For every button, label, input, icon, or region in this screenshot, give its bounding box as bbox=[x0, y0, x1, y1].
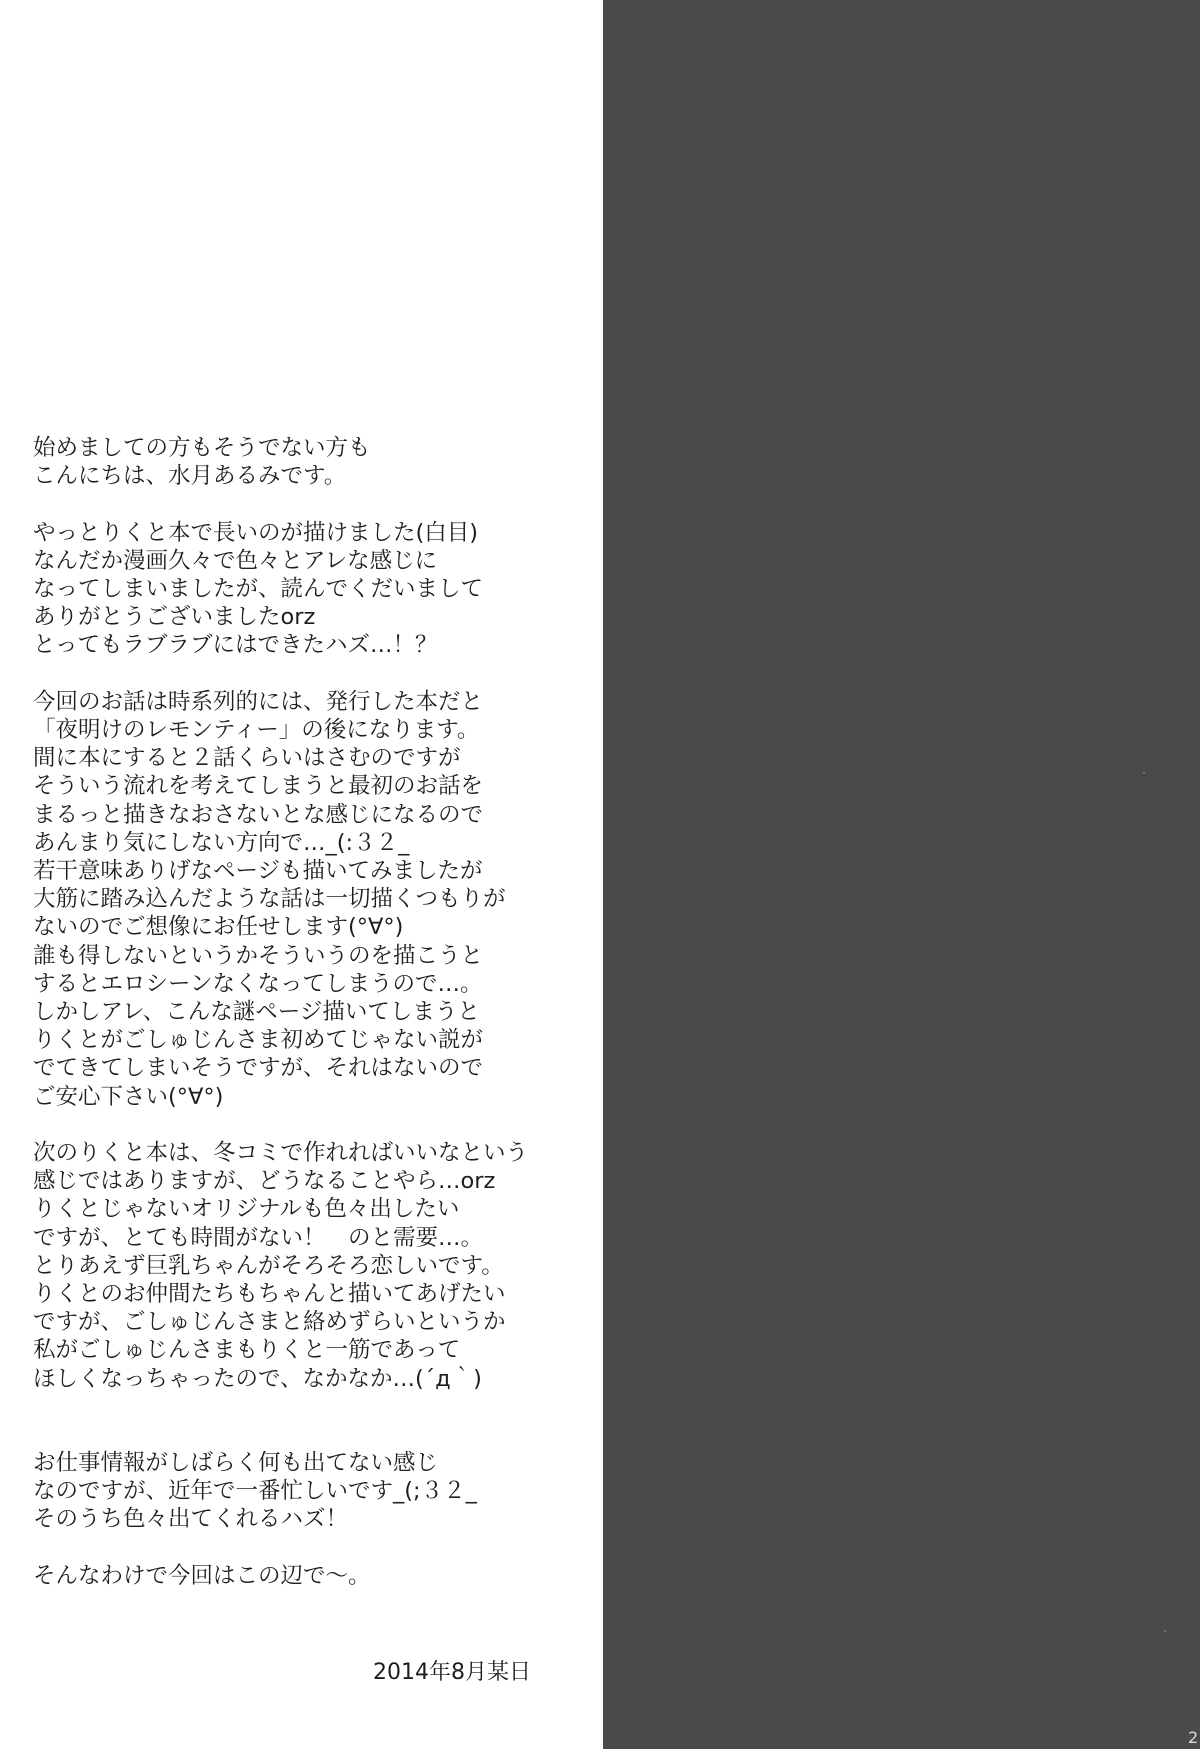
text-line: りくとのお仲間たちもちゃんと描いてあげたい bbox=[33, 1281, 506, 1308]
paragraph-story-notes bbox=[33, 688, 593, 1111]
text-line: でてきてしまいそうですが、それはないので bbox=[33, 1055, 484, 1082]
text-line: なってしまいましたが、読んでくだいまして bbox=[33, 576, 484, 602]
page-number: 2 bbox=[1188, 1728, 1199, 1747]
text-line: ほしくなっちゃったので、なかなか…(´д｀) bbox=[33, 1365, 482, 1392]
text-line: 感じではありますが、どうなることやら…orz bbox=[33, 1168, 496, 1195]
text-line: ですが、ごしゅじんさまと絡めずらいというか bbox=[33, 1309, 506, 1336]
text-line: 若干意味ありげなページも描いてみましたが bbox=[33, 858, 483, 885]
text-line: まるっと描きなおさないとな感じになるので bbox=[33, 801, 484, 828]
text-line: 大筋に踏み込んだような話は一切描くつもりが bbox=[33, 886, 506, 913]
text-line: ありがとうございましたorz bbox=[33, 604, 316, 631]
text-line: しかしアレ、こんな謎ページ描いてしまうと bbox=[33, 999, 480, 1026]
text-line: 私がごしゅじんさまもりくと一筋であって bbox=[33, 1337, 461, 1364]
text-line: とりあえず巨乳ちゃんがそろそろ恋しいです。 bbox=[33, 1252, 504, 1279]
afterword-text bbox=[33, 434, 593, 1618]
dust-speck bbox=[1164, 1630, 1166, 1632]
text-line: するとエロシーンなくなってしまうので…。 bbox=[33, 970, 483, 997]
text-line: こんにちは、水月あるみです。 bbox=[33, 463, 347, 490]
paragraph-closing bbox=[33, 1562, 593, 1590]
text-line: 今回のお話は時系列的には、発行した本だと bbox=[33, 688, 484, 715]
text-line: 次のりくと本は、冬コミで作れればいいなという bbox=[33, 1140, 529, 1167]
date-signature: 2014年8月某日 bbox=[373, 1660, 531, 1685]
text-line: ご安心下さい(°∀°) bbox=[33, 1083, 224, 1110]
paragraph-work-info bbox=[33, 1449, 593, 1534]
text-line: 「夜明けのレモンティー」の後になります。 bbox=[33, 717, 480, 743]
text-line: りくとじゃないオリジナルも色々出したい bbox=[33, 1196, 460, 1223]
text-line: あんまり気にしない方向で…_(:３２_ bbox=[33, 829, 410, 856]
text-line: そのうち色々出てくれるハズ！ bbox=[33, 1506, 349, 1533]
text-line: 間に本にすると２話くらいはさむのですが bbox=[33, 745, 461, 772]
text-line: とってもラブラブにはできたハズ…！？ bbox=[33, 632, 438, 659]
text-line: ないのでご想像にお任せします(°∀°) bbox=[33, 914, 404, 941]
dust-speck bbox=[1143, 772, 1145, 774]
text-line: なのですが、近年で一番忙しいです_(;３２_ bbox=[33, 1478, 477, 1505]
text-line: りくとがごしゅじんさま初めてじゃない説が bbox=[33, 1027, 484, 1054]
paragraph-greeting bbox=[33, 434, 593, 490]
text-line: ですが、とても時間がない！ のと需要…。 bbox=[33, 1224, 484, 1251]
text-line: お仕事情報がしばらく何も出てない感じ bbox=[33, 1449, 439, 1476]
text-line: 始めましての方もそうでない方も bbox=[33, 435, 371, 461]
text-line: 誰も得しないというかそういうのを描こうと bbox=[33, 942, 484, 969]
dark-gray-panel bbox=[603, 0, 1200, 1749]
paragraph-thanks bbox=[33, 519, 593, 660]
paragraph-next-book bbox=[33, 1139, 593, 1393]
text-line: やっとりくと本で長いのが描けました(白目) bbox=[33, 519, 479, 546]
text-line: そういう流れを考えてしまうと最初のお話を bbox=[33, 773, 484, 800]
text-line: そんなわけで今回はこの辺で～。 bbox=[33, 1562, 371, 1589]
text-line: なんだか漫画久々で色々とアレな感じに bbox=[33, 547, 438, 574]
